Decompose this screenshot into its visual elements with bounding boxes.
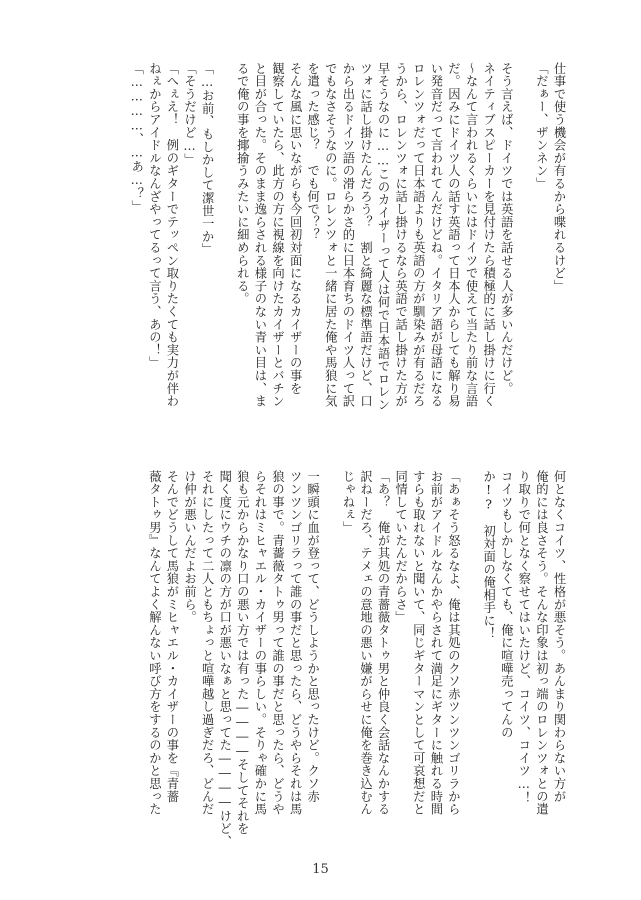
text-column: 「あぁそう怒るなよ、俺は其処のクソ赤ツンツンゴリラから <box>446 470 461 816</box>
text-column: り取りで何となく察せてはいたけど、コイツ、コイツ…！ <box>516 470 531 805</box>
text-column: 「そうだけど…」 <box>182 62 197 167</box>
text-column: い発音だって言われてんだけどね。イタリア語が母語になる <box>428 62 443 408</box>
text-column: 聞く度にウチの凛の方が口が悪いなぁと思ってた――――けど、 <box>217 470 232 848</box>
text-column: コイツもしかしなくても、俺に喧嘩売ってんの <box>499 470 514 739</box>
text-column: 薇タトゥ男』なんてよく解んない呼び方をするのかと思った <box>147 470 162 816</box>
text-column: 観察していたら、此方の方に視線を向けたカイザーとバチン <box>270 62 285 408</box>
text-column: ツンツンゴリラって誰の事だと思ったら、どうやらそれは馬 <box>288 470 303 816</box>
text-column: でもなさそうなのに。ロレンツォと一緒に居た俺や馬狼に気 <box>323 62 338 408</box>
text-column: ロレンツォだって日本語よりも英語の方が馴染みが有るだろ <box>411 62 426 408</box>
text-column: 同情していたんだからさ」 <box>393 470 408 624</box>
text-column: すらも取れないと聞いて、同じギターマンとして可哀想だと <box>411 470 426 816</box>
text-column: 「…お前、もしかして潔世一か」 <box>200 62 215 256</box>
text-column: から出るドイツ語の滑らかさ的に日本育ちのドイツ人って訳 <box>340 62 355 408</box>
text-column: 一瞬頭に血が登って、どうしようかと思ったけど。クソ赤 <box>305 470 320 803</box>
text-column: 「あ？ 俺が其処の青薔薇タトゥ男と仲良く会話なんかする <box>376 470 391 816</box>
upper-text-block <box>127 62 567 432</box>
text-column: 「…………、…あ…？」 <box>129 62 144 213</box>
text-column: うから、ロレンツォに話し掛けるなら英語で話し掛けた方が <box>393 62 408 408</box>
text-column: だ。因みにドイツ人の話す英語って日本人からしても解り易 <box>446 62 461 408</box>
text-column: 俺的には良さそう。そんな印象は初っ端のロレンツォとの遣 <box>534 470 549 816</box>
text-column: お前がアイドルなんかやらされて満足にギターに触れる時間 <box>428 470 443 816</box>
text-column: 何となくコイツ、性格が悪そう。あんまり関わらない方が <box>552 470 566 803</box>
text-column: るで俺の事を揶揄うみたいに細められる。 <box>235 62 250 306</box>
text-column: 「へぇえ！ 例のギターでテッペン取りたくても実力が伴わ <box>164 62 179 408</box>
text-column: そんでどうして馬狼がミヒャエル・カイザーの事を『青薔 <box>164 470 179 803</box>
text-column: じゃねぇ」 <box>340 470 355 534</box>
text-column: ネイティブスピーカーを見付けたら積極的に話し掛けに行く <box>481 62 496 408</box>
text-column: 〜なんて言われるくらいにはドイツで使えて当たり前な言語 <box>464 62 479 408</box>
text-column: 早そうなのに……このカイザーって人は何で日本語でロレン <box>376 62 391 411</box>
text-column: 狼の事で。青薔薇タトゥ男って誰の事だと思ったら、どうや <box>270 470 285 816</box>
text-column: ねぇからアイドルなんざやってるって言う、あの！」 <box>147 62 162 370</box>
text-column: を遣った感じ？ でも何で？？ <box>305 62 320 242</box>
text-column: 「だぁー、ザンネン」 <box>534 62 549 190</box>
text-column: らそれはミヒャエル・カイザーの事らしい。そりゃ確かに馬 <box>252 470 267 816</box>
text-column: と目が合った。そのまま逸らされる様子のない青い目は、ま <box>252 62 267 408</box>
text-column: ツォに話し掛けたんだろう？ 割と綺麗な標準語だけど、口 <box>358 62 373 408</box>
text-column: そう言えば、ドイツでは英語を話せる人が多いんだけど。 <box>499 62 514 395</box>
text-column: 仕事で使う機会が有るから喋れるけど」 <box>552 62 566 293</box>
page-number: 15 <box>312 862 329 877</box>
text-column: 狼も元からかなり口の悪い方では有った――――そしてそれを <box>235 470 250 836</box>
text-column: か!? 初対面の俺相手に！ <box>481 470 496 640</box>
lower-text-block <box>145 470 567 848</box>
text-column: 訳ねーだろ、テメェの意地の悪い嫌がらせに俺を巻き込むん <box>358 470 373 816</box>
text-column: け仲が悪いんだよお前ら。 <box>182 470 197 624</box>
text-column: それにしたって二人ともちょっと喧嘩越し過ぎだろ、どんだ <box>200 470 215 816</box>
text-column: そんな風に思いながらも今回初対面になるカイザーの事を <box>288 62 303 395</box>
